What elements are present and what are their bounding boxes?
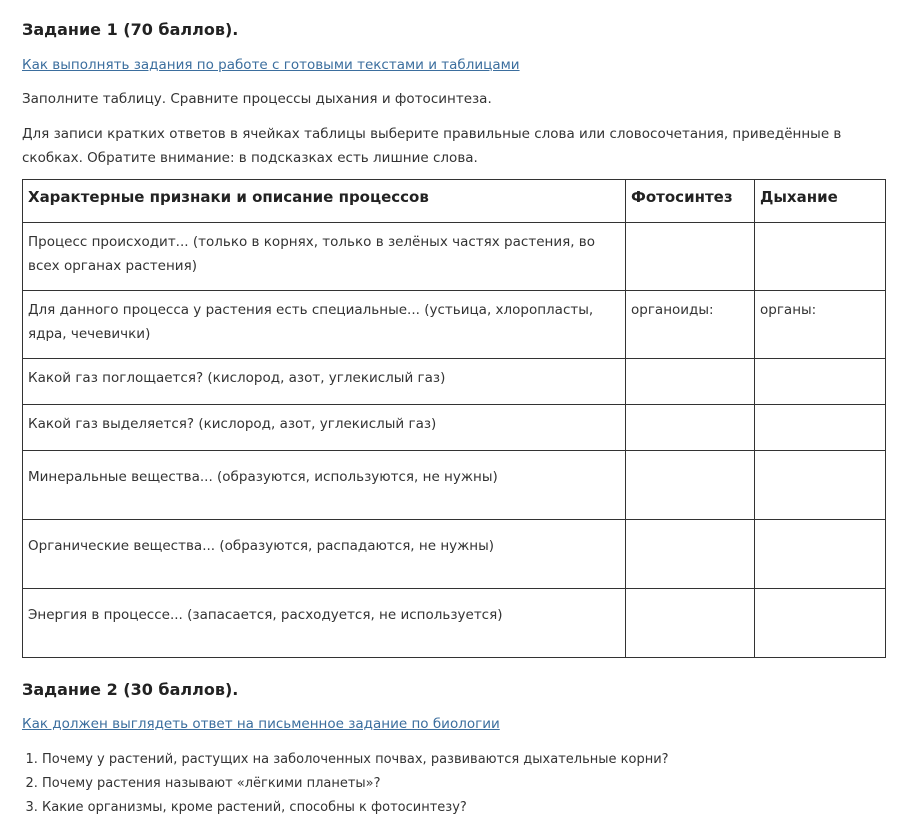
header-respiration: Дыхание bbox=[755, 180, 886, 223]
answer-cell-photosynthesis[interactable]: органоиды: bbox=[626, 291, 755, 359]
task1-help-link[interactable]: Как выполнять задания по работе с готовыми текстами и таблицами bbox=[22, 57, 520, 73]
row-feature: Минеральные вещества... (образуются, используются, не нужны) bbox=[23, 451, 626, 520]
answer-cell-respiration[interactable] bbox=[755, 359, 886, 405]
header-photosynthesis: Фотосинтез bbox=[626, 180, 755, 223]
answer-cell-respiration[interactable] bbox=[755, 451, 886, 520]
answer-cell-respiration[interactable] bbox=[755, 405, 886, 451]
table-header-row bbox=[23, 180, 886, 223]
answer-cell-photosynthesis[interactable] bbox=[626, 520, 755, 589]
task1-instruction-note: Для записи кратких ответов в ячейках таблицы выберите правильные слова или словосочетания, приведённые в скобках. Обратите внимание: в подсказках есть лишние слова. bbox=[22, 126, 842, 166]
task1-title: Задание 1 (70 баллов). bbox=[22, 20, 239, 39]
task2-help-link[interactable]: Как должен выглядеть ответ на письменное задание по биологии bbox=[22, 716, 500, 732]
answer-cell-respiration[interactable] bbox=[755, 589, 886, 658]
table-row bbox=[23, 359, 886, 405]
answer-cell-photosynthesis[interactable] bbox=[626, 451, 755, 520]
header-features: Характерные признаки и описание процессов bbox=[23, 180, 626, 223]
answer-cell-photosynthesis[interactable] bbox=[626, 359, 755, 405]
answer-cell-photosynthesis[interactable] bbox=[626, 589, 755, 658]
row-feature: Для данного процесса у растения есть специальные... (устьица, хлоропласты, ядра, чечевички) bbox=[23, 291, 626, 359]
table-row bbox=[23, 405, 886, 451]
task2-title: Задание 2 (30 баллов). bbox=[22, 680, 239, 699]
table-row bbox=[23, 291, 886, 359]
answer-cell-respiration[interactable]: органы: bbox=[755, 291, 886, 359]
comparison-table bbox=[22, 179, 886, 658]
answer-cell-respiration[interactable] bbox=[755, 223, 886, 291]
table-row bbox=[23, 520, 886, 589]
row-feature: Какой газ выделяется? (кислород, азот, углекислый газ) bbox=[23, 405, 626, 451]
row-feature: Какой газ поглощается? (кислород, азот, углекислый газ) bbox=[23, 359, 626, 405]
table-row bbox=[23, 589, 886, 658]
row-feature: Процесс происходит... (только в корнях, только в зелёных частях растения, во всех органах растения) bbox=[23, 223, 626, 291]
answer-cell-photosynthesis[interactable] bbox=[626, 405, 755, 451]
row-feature: Энергия в процессе... (запасается, расходуется, не используется) bbox=[23, 589, 626, 658]
answer-cell-photosynthesis[interactable] bbox=[626, 223, 755, 291]
answer-cell-respiration[interactable] bbox=[755, 520, 886, 589]
table-row bbox=[23, 451, 886, 520]
task1-instruction: Заполните таблицу. Сравните процессы дыхания и фотосинтеза. bbox=[22, 91, 492, 107]
list-item: 2. Почему растения называют «лёгкими планеты»? bbox=[42, 772, 669, 796]
question-list bbox=[22, 748, 669, 820]
row-feature: Органические вещества... (образуются, распадаются, не нужны) bbox=[23, 520, 626, 589]
list-item: 1. Почему у растений, растущих на заболоченных почвах, развиваются дыхательные корни? bbox=[42, 748, 669, 772]
table-row bbox=[23, 223, 886, 291]
list-item: 3. Какие организмы, кроме растений, способны к фотосинтезу? bbox=[42, 796, 669, 820]
